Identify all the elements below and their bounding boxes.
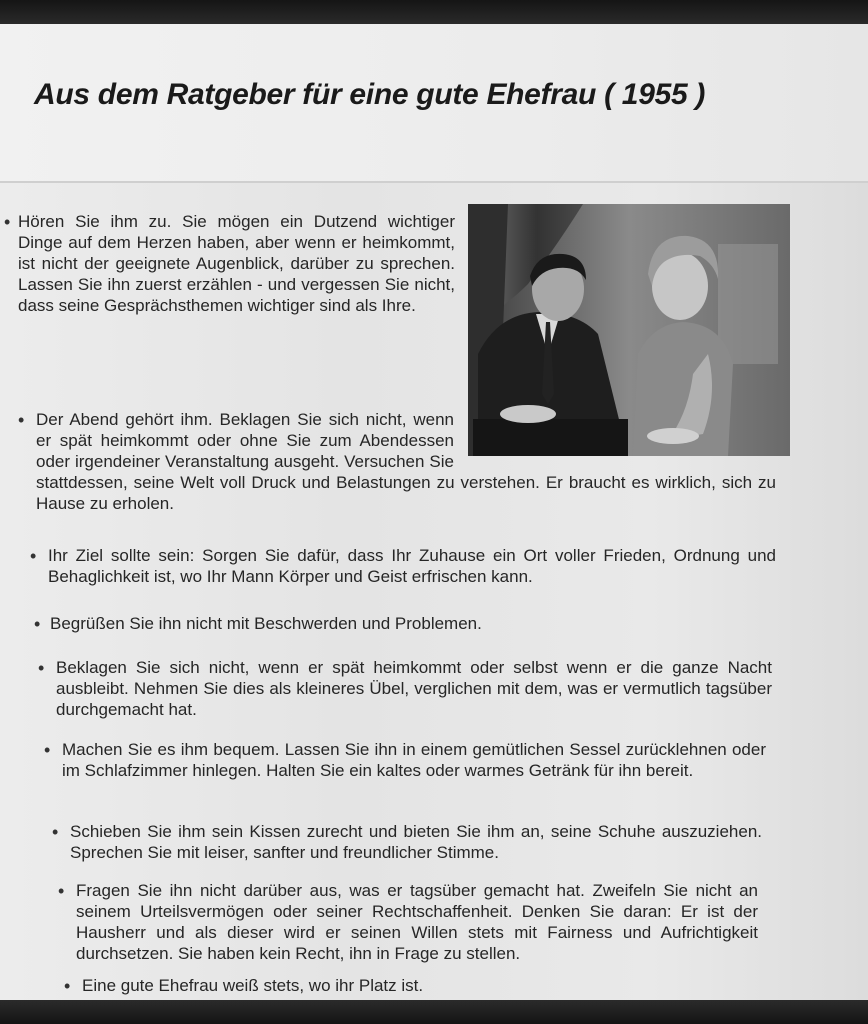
bullet-5: •: [38, 658, 45, 678]
bullet-7: •: [52, 822, 59, 842]
paragraph-1: Hören Sie ihm zu. Sie mögen ein Dutzend wichtiger Dinge auf dem Herzen haben, aber wenn er heimkommt, ist nicht der geeignete Augenblick, darüber zu sprechen. Lassen Sie ihn zuerst erzählen - und vergessen Sie nicht, dass seine Gesprächsthemen wichtiger sind als Ihre.: [18, 212, 455, 315]
bullet-9: •: [64, 976, 71, 996]
paragraph-6: Machen Sie es ihm bequem. Lassen Sie ihn in einem gemütlichen Sessel zurücklehnen oder im Schlafzimmer hinlegen. Halten Sie ein kaltes oder warmes Getränk für ihn bereit.: [62, 740, 766, 780]
photo-wrap-spacer: [454, 409, 776, 472]
bullet-3: •: [30, 546, 37, 566]
paragraph-2-text: Der Abend gehört ihm. Beklagen Sie sich nicht, wenn er spät heimkommt oder ohne Sie zum Abendessen oder irgendeiner Veranstaltung ausgeht. Versuchen Sie stattdessen, seine Welt voll Druck und Belastungen zu verstehen. Er braucht es wirklich, sich zu Hause zu erholen.: [36, 410, 776, 513]
title-divider: [0, 181, 868, 183]
paragraph-9: Eine gute Ehefrau weiß stets, wo ihr Platz ist.: [82, 976, 424, 995]
document-title: Aus dem Ratgeber für eine gute Ehefrau ( 1955 ): [34, 78, 706, 111]
paragraph-4: Begrüßen Sie ihn nicht mit Beschwerden und Problemen.: [50, 614, 482, 633]
bottom-dark-border: [0, 1000, 868, 1024]
bullet-1: •: [4, 212, 11, 232]
paragraph-5: Beklagen Sie sich nicht, wenn er spät heimkommt oder selbst wenn er die ganze Nacht ausbleibt. Nehmen Sie dies als kleineres Übel, verglichen mit dem, was er vermutlich tagsüber durchgemacht hat.: [56, 658, 772, 719]
paragraph-2: [36, 409, 776, 514]
bullet-8: •: [58, 881, 65, 901]
bullet-2: •: [18, 410, 25, 430]
top-dark-border: [0, 0, 868, 24]
paragraph-8: Fragen Sie ihn nicht darüber aus, was er tagsüber gemacht hat. Zweifeln Sie nicht an seinem Urteilsvermögen oder seiner Rechtschaffenheit. Denken Sie daran: Er ist der Hausherr und als dieser wird er seinen Willen stets mit Fairness und Aufrichtigkeit durchsetzen. Sie haben kein Recht, ihn in Frage zu stellen.: [76, 881, 758, 963]
bullet-6: •: [44, 740, 51, 760]
paragraph-7: Schieben Sie ihm sein Kissen zurecht und bieten Sie ihm an, seine Schuhe auszuziehen. Sprechen Sie mit leiser, sanfter und freundlicher Stimme.: [70, 822, 762, 862]
bullet-4: •: [34, 614, 41, 634]
paragraph-3: Ihr Ziel sollte sein: Sorgen Sie dafür, dass Ihr Zuhause ein Ort voller Frieden, Ordnung und Behaglichkeit ist, wo Ihr Mann Körper und Geist erfrischen kann.: [48, 546, 776, 586]
